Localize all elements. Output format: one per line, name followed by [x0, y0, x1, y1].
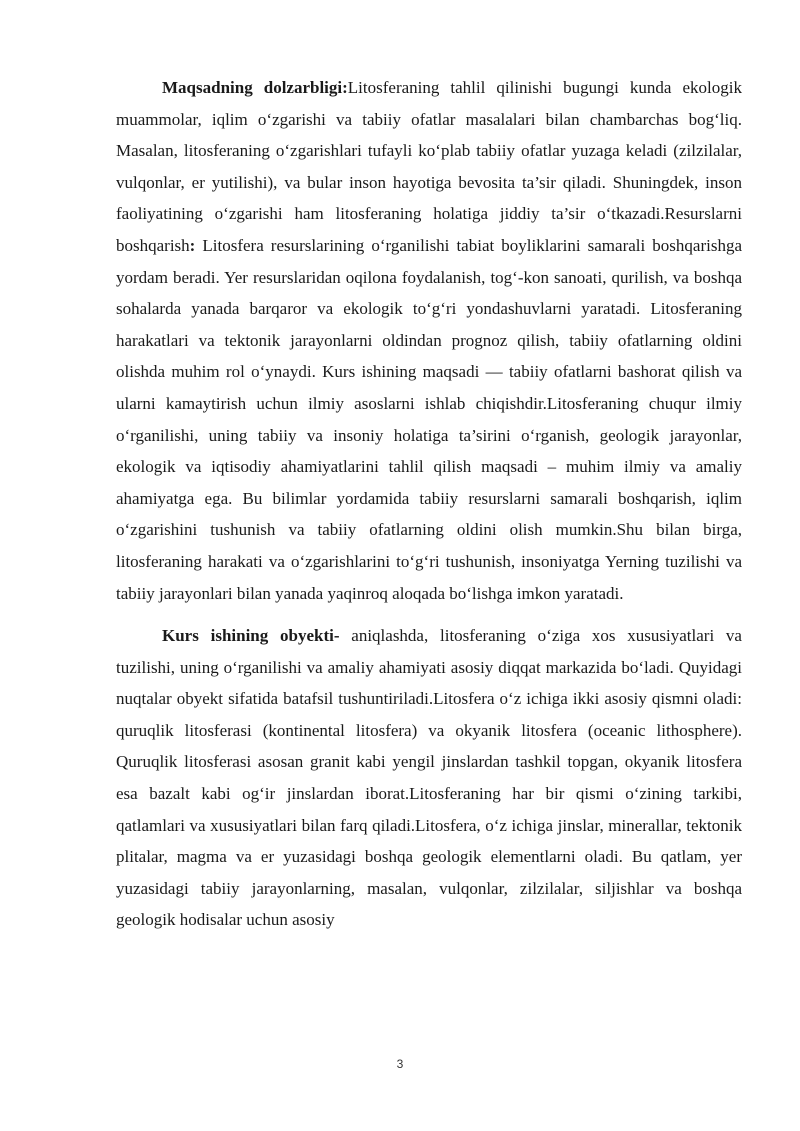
object-heading: Kurs ishining obyekti-: [162, 626, 340, 646]
relevance-text-a: Litosferaning tahlil qilinishi bugungi kunda ekologik muammolar, iqlim o‘zgarishi va tabiiy ofatlar masalalari bilan chambarchas bog‘liq. Masalan, litosferaning o‘zgarishlari tufayli ko‘plab tabiiy ofatlar yuzaga keladi (zilzilalar, vulqonlar, er yutilishi), va bular inson hayotiga bevosita ta’sir qiladi. Shuningdek, inson faoliyatining o‘zgarishi ham litosferaning holatiga jiddiy ta’sir o‘tkazadi.Resurslarni boshqarish: [116, 78, 742, 255]
relevance-colon: :: [189, 235, 196, 255]
page-number: 3: [396, 1057, 404, 1071]
paragraph-relevance: [116, 72, 742, 609]
relevance-text-b: Litosfera resurslarining o‘rganilishi tabiat boyliklarini samarali boshqarishga yordam beradi. Yer resurslaridan oqilona foydalanish, tog‘-kon sanoati, qurilish, va boshqa sohalarda yanada barqaror va ekologik to‘g‘ri yondashuvlarni yaratadi. Litosferaning harakatlari va tektonik jarayonlarni oldindan prognoz qilish, tabiiy ofatlarning oldini olishda muhim rol o‘ynaydi. Kurs ishining maqsadi — tabiiy ofatlarni bashorat qilish va ularni kamaytirish uchun ilmiy asoslarni ishlab chiqishdir.Litosferaning chuqur ilmiy o‘rganilishi, uning tabiiy va insoniy holatiga ta’sirini o‘rganish, geologik jarayonlar, ekologik va iqtisodiy ahamiyatlarini tahlil qilish maqsadi – muhim ilmiy va amaliy ahamiyatga ega. Bu bilimlar yordamida tabiiy resurslarni samarali boshqarish, iqlim o‘zgarishini tushunish va tabiiy ofatlarning oldini olish mumkin.Shu bilan birga, litosferaning harakati va o‘zgarishlarini to‘g‘ri tushunish, insoniyatga Yerning tuzilishi va tabiiy jarayonlari bilan yanada yaqinroq aloqada bo‘lishga imkon yaratadi.: [116, 235, 742, 603]
paragraph-object: [116, 620, 742, 936]
relevance-heading: Maqsadning dolzarbligi:: [162, 78, 348, 97]
object-text: aniqlashda, litosferaning o‘ziga xos xususiyatlari va tuzilishi, uning o‘rganilishi va amaliy ahamiyati asosiy diqqat markazida bo‘ladi. Quyidagi nuqtalar obyekt sifatida batafsil tushuntiriladi.Litosfera o‘z ichiga ikki asosiy qismni oladi: quruqlik litosferasi (kontinental litosfera) va okyanik litosfera (oceanic lithosphere). Quruqlik litosferasi asosan granit kabi yengil jinslardan tashkil topgan, okyanik litosfera esa bazalt kabi og‘ir jinslardan iborat.Litosferaning har bir qismi o‘zining tarkibi, qatlamlari va xususiyatlari bilan farq qiladi.Litosfera, o‘z ichiga jinslar, minerallar, tektonik plitalar, magma va er yuzasidagi boshqa geologik elementlarni oladi. Bu qatlam, yer yuzasidagi tabiiy jarayonlarning, masalan, vulqonlar, zilzilalar, siljishlar va boshqa geologik hodisalar uchun asosiy: [116, 626, 742, 930]
document-page: [116, 72, 742, 936]
